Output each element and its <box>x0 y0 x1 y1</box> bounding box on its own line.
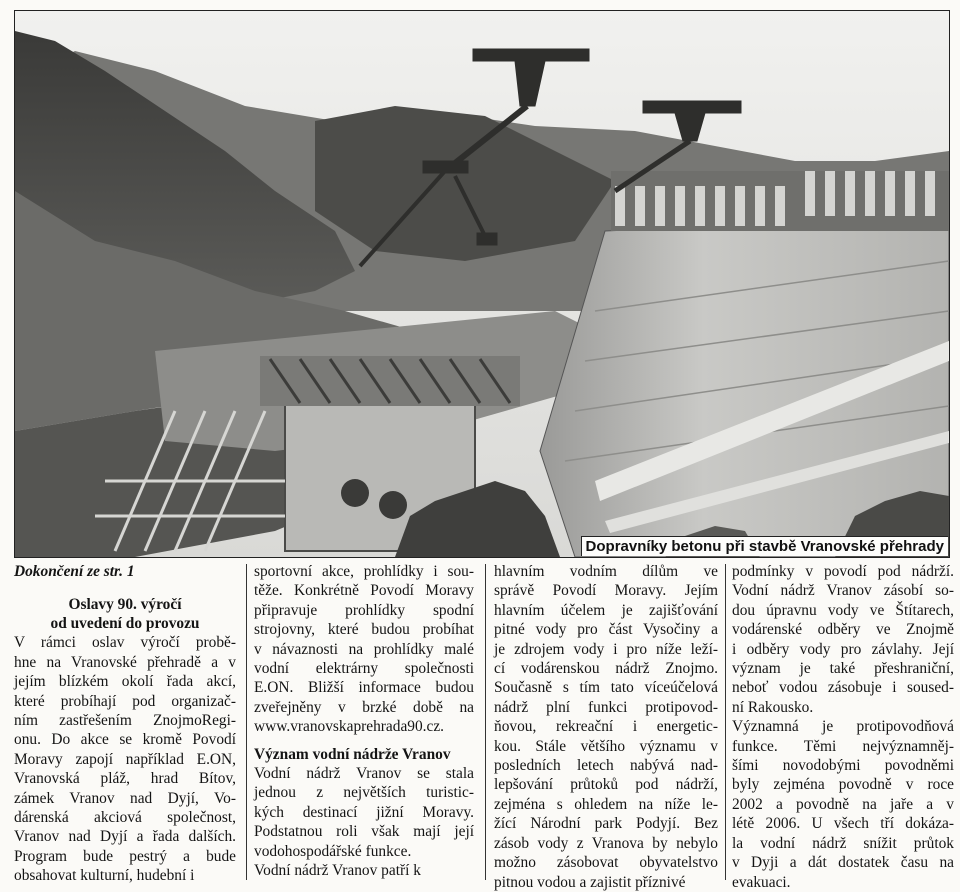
text-line: správě Povodí Moravy. Jejím <box>494 582 718 600</box>
text-line: Současně s tím tato víceúčelová <box>494 679 718 697</box>
text-line: těže. Konkrétně Povodí Moravy <box>254 582 474 600</box>
text-line: hlavním účelem je zajišťování <box>494 601 718 619</box>
text-line: ní Rakousko. <box>732 698 814 716</box>
text-line: v návaznosti na prohlídky malé <box>254 640 474 658</box>
text-line: které probíhají pod organizač- <box>14 692 236 710</box>
text-line: Vranov nad Dyjí a řada dalších. <box>14 828 236 846</box>
text-line: cí vodárenskou nádrž Znojmo. <box>494 660 718 678</box>
text-line: posledních letech nabývá nad- <box>494 757 718 775</box>
text-line: Významná je protipovodňová <box>732 718 954 736</box>
dam-construction-illustration <box>15 11 949 557</box>
text-line: neboť vodou zásobuje i soused- <box>732 679 954 697</box>
column-4-text <box>732 562 954 892</box>
column-divider <box>246 564 247 880</box>
text-line: Vodní nádrž Vranov patří k <box>254 862 421 880</box>
text-line: vodárenské odběry ve Znojmě <box>732 621 954 639</box>
text-line: jejím blízkém okolí řada akcí, <box>14 673 236 691</box>
column-divider <box>485 564 486 880</box>
text-line: byly zejména povodně v roce <box>732 776 954 794</box>
article-body <box>14 562 954 891</box>
section-subheading: Význam vodní nádrže Vranov <box>254 745 451 763</box>
headline-line-2: od uvedení do provozu <box>50 615 200 633</box>
text-line: onu. Do akce se kromě Povodí <box>14 731 236 749</box>
text-line: pitné vody pro část Vysočiny a <box>494 621 718 639</box>
text-line: Podstatnou roli však mají její <box>254 823 474 841</box>
article-headline <box>14 595 236 633</box>
column-divider <box>725 564 726 880</box>
text-line: zveřejněny v brzké době na <box>254 698 474 716</box>
column-3 <box>494 562 718 892</box>
text-line: nádrž plní funkci protipovod- <box>494 698 718 716</box>
text-line: hne na Vranovské přehradě a v <box>14 653 236 671</box>
text-line: lepšování průtoků pod nádrží, <box>494 776 718 794</box>
column-2-text-b <box>254 764 474 880</box>
text-line: hlavním vodním dílům ve <box>494 563 718 580</box>
text-line: obsahovat kulturní, hudební i <box>14 867 195 885</box>
text-line: www.vranovskaprehrada90.cz. <box>254 718 445 736</box>
dam-construction-photo <box>14 10 950 558</box>
text-line: Vodní nádrž Vranov se stala <box>254 765 474 783</box>
column-3-text <box>494 562 718 892</box>
column-4 <box>732 562 954 892</box>
text-line: létě 2006. U všech tří dokáza- <box>732 815 954 833</box>
text-line: kou. Stále většího významu v <box>494 737 718 755</box>
text-line: v Dyji a dát dostatek času na <box>732 854 954 872</box>
text-line: dou úpravnu vody ve Štítarech, <box>732 601 954 619</box>
text-line: vodohospodářské funkce. <box>254 842 412 860</box>
text-line: sportovní akce, prohlídky i sou- <box>254 563 474 580</box>
text-line: připravuje prohlídky spodní <box>254 601 474 619</box>
continuation-note: Dokončení ze str. 1 <box>14 563 135 580</box>
text-line: zásob vody z Vranova by nebylo <box>494 834 718 852</box>
text-line: šími novodobými povodněmi <box>732 757 954 775</box>
text-line: zejména s ohledem na níže le- <box>494 795 718 813</box>
text-line: význam je také přeshraniční, <box>732 660 954 678</box>
text-line: la vodní nádrž snížit průtok <box>732 834 954 852</box>
text-line: strojovny, které budou probíhat <box>254 621 474 639</box>
text-line: V rámci oslav výročí probě- <box>14 634 236 652</box>
column-1 <box>14 562 236 886</box>
text-line: jednou z největších turistic- <box>254 784 474 802</box>
text-line: pitnou vodou a zajistit příznivé <box>494 873 686 891</box>
text-line: ním zastřešením ZnojmoRegi- <box>14 712 236 730</box>
text-line: je zdrojem vody i pro níže leží- <box>494 640 718 658</box>
text-line: žící Národní park Podyjí. Bez <box>494 815 718 833</box>
column-2-text-a <box>254 562 474 737</box>
text-line: funkce. Těmi nejvýznamněj- <box>732 737 954 755</box>
column-1-text <box>14 633 236 885</box>
text-line: podmínky v povodí pod nádrží. <box>732 563 954 580</box>
text-line: kých destinací jižní Moravy. <box>254 803 474 821</box>
text-line: ňovou, rekreační i energetic- <box>494 718 718 736</box>
text-line: vodní elektrárny společnosti <box>254 660 474 678</box>
text-line: Vodní nádrž Vranov zásobí so- <box>732 582 954 600</box>
text-line: Program bude pestrý a bude <box>14 847 236 865</box>
photo-caption: Dopravníky betonu při stavbě Vranovské přehrady <box>581 536 948 556</box>
text-line: evakuaci. <box>732 873 791 891</box>
column-2 <box>254 562 474 881</box>
text-line: zámek Vranov nad Dyjí, Vo- <box>14 789 236 807</box>
text-line: 2002 a povodně na jaře a v <box>732 795 954 813</box>
text-line: i odběry vody pro závlahy. Její <box>732 640 954 658</box>
text-line: Moravy zapojí například E.ON, <box>14 750 236 768</box>
text-line: dárenská akciová společnost, <box>14 809 236 827</box>
text-line: E.ON. Bližší informace budou <box>254 679 474 697</box>
headline-line-1: Oslavy 90. výročí <box>68 596 182 614</box>
text-line: možno zásobovat obyvatelstvo <box>494 854 718 872</box>
text-line: Vranovská pláž, hrad Bítov, <box>14 770 236 788</box>
